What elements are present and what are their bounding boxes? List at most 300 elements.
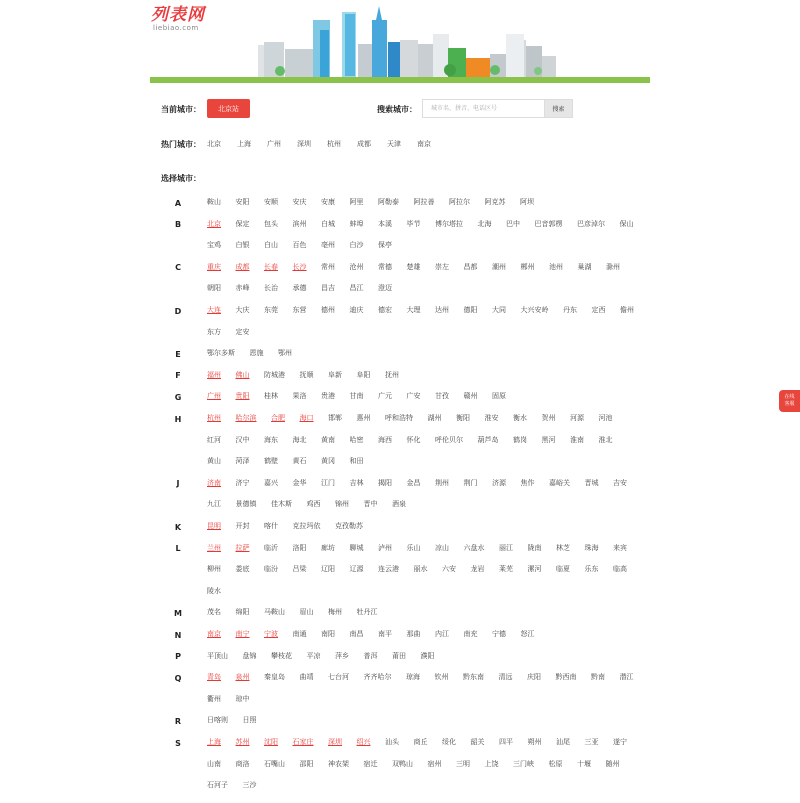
city-link[interactable]: 黔西南 [555,673,577,682]
city-link[interactable]: 巢湖 [577,262,592,271]
city-link[interactable]: 拉萨 [235,543,250,552]
city-link[interactable]: 莱芜 [499,565,513,574]
city-link[interactable]: 普洱 [363,651,378,660]
city-link[interactable]: 聊城 [349,543,364,552]
city-link[interactable]: 佛山 [235,370,250,379]
city-link[interactable]: 广元 [378,392,392,401]
city-link[interactable]: 巴中 [506,219,520,228]
city-link[interactable]: 济源 [492,478,506,487]
city-link[interactable]: 克孜勒苏 [335,522,363,530]
city-link[interactable]: 上海 [207,738,221,746]
city-link[interactable]: 乐东 [584,565,599,574]
index-letter: F [175,371,181,381]
city-link[interactable]: 南阳 [321,630,335,638]
city-link[interactable]: 大庆 [235,306,250,314]
city-link[interactable]: 喀什 [264,522,278,530]
city-link[interactable]: 惠州 [356,414,371,422]
city-link[interactable]: 那曲 [406,630,421,638]
city-link[interactable]: 阜阳 [356,370,371,379]
city-link[interactable]: 石嘴山 [264,759,285,768]
city-link[interactable]: 东莞 [264,306,278,314]
city-link[interactable]: 江门 [321,478,335,487]
city-link[interactable]: 上饶 [484,759,499,768]
city-link[interactable]: 赣州 [463,392,478,401]
city-link[interactable]: 青岛 [207,673,221,682]
index-letter: E [175,349,181,359]
city-link[interactable]: 衢州 [207,694,221,703]
city-row [207,673,637,695]
city-link[interactable]: 攀枝花 [271,651,292,660]
index-letter: J [176,479,180,489]
city-link[interactable]: 葫芦岛 [477,435,499,444]
city-link[interactable]: 抚顺 [299,370,314,379]
city-link[interactable]: 金昌 [406,478,421,487]
city-link[interactable]: 包头 [264,219,278,228]
city-link[interactable]: 临夏 [556,565,570,574]
hot-city-link[interactable]: 上海 [237,140,251,148]
city-link[interactable]: 红河 [207,435,221,444]
city-link[interactable]: 吉林 [349,478,364,487]
city-link[interactable]: 鹤岗 [513,435,527,444]
city-link[interactable]: 深圳 [328,738,342,746]
city-group [207,479,637,522]
city-link[interactable]: 平顶山 [207,651,228,660]
city-link[interactable]: 呼伦贝尔 [435,435,463,444]
city-row [207,479,637,501]
city-link[interactable]: 来宾 [613,543,627,552]
city-link[interactable]: 苏州 [235,738,250,746]
city-link[interactable]: 克拉玛依 [292,522,321,530]
city-link[interactable]: 绥化 [442,738,456,746]
city-link[interactable]: 蚌埠 [349,219,364,228]
city-link[interactable]: 黄冈 [321,457,335,466]
city-link[interactable]: 汕尾 [556,738,570,746]
city-link[interactable]: 陵水 [207,586,221,595]
city-link[interactable]: 临沂 [264,543,278,552]
hot-city-link[interactable]: 天津 [387,140,401,148]
city-group [207,263,637,306]
city-link[interactable]: 济南 [207,478,221,487]
index-letter: H [174,414,182,424]
city-link[interactable]: 焦作 [520,478,535,487]
city-link[interactable]: 宝鸡 [207,241,221,250]
city-link[interactable]: 廊坊 [321,543,335,552]
city-link[interactable]: 邵阳 [299,759,314,768]
city-link[interactable]: 黔南 [591,673,605,682]
city-link[interactable]: 广州 [207,392,221,401]
city-group [207,738,637,803]
city-link[interactable]: 亳州 [321,241,335,250]
city-link[interactable]: 郴州 [520,262,535,271]
city-link[interactable]: 牡丹江 [356,608,378,617]
city-link[interactable]: 德阳 [463,306,478,314]
city-link[interactable]: 湖州 [427,414,442,422]
city-link[interactable]: 安庆 [292,198,307,206]
city-link[interactable]: 金华 [292,478,307,487]
city-link[interactable]: 沧州 [349,262,364,271]
city-link[interactable]: 泸州 [378,543,392,552]
city-link[interactable]: 阿拉善 [413,198,435,206]
city-link[interactable]: 石河子 [207,781,228,790]
city-link[interactable]: 达州 [435,306,449,314]
current-city-button[interactable]: 北京站 [207,99,250,118]
city-link[interactable]: 汕头 [385,738,399,746]
city-link[interactable]: 甘孜 [435,392,449,401]
city-link[interactable]: 南宁 [235,630,250,638]
city-link[interactable]: 海北 [292,435,307,444]
city-link[interactable]: 黄山 [207,457,221,466]
city-link[interactable]: 大同 [492,306,506,314]
city-link[interactable]: 潜江 [619,673,634,682]
city-link[interactable]: 遂宁 [613,738,627,746]
city-link[interactable]: 丽水 [413,565,428,574]
city-link[interactable]: 嘉峪关 [549,478,570,487]
city-link[interactable]: 巴音郭楞 [534,219,563,228]
city-link[interactable]: 龙岩 [470,565,485,574]
city-link[interactable]: 杭州 [207,414,221,422]
city-link[interactable]: 临汾 [264,565,278,574]
city-link[interactable]: 荆州 [435,478,449,487]
city-link[interactable]: 定安 [235,327,250,336]
city-link[interactable]: 鸡西 [306,500,321,509]
city-link[interactable]: 长春 [264,262,278,271]
city-link[interactable]: 洛阳 [292,543,307,552]
index-letter: L [175,544,181,554]
city-link[interactable]: 和田 [349,457,364,466]
city-link[interactable]: 安顺 [264,198,278,206]
city-link[interactable]: 河源 [570,414,584,422]
city-link[interactable]: 兰州 [207,543,221,552]
city-row [207,241,637,263]
city-link[interactable]: 朔州 [527,738,542,746]
city-link[interactable]: 济宁 [235,478,250,487]
city-link[interactable]: 临高 [613,565,627,574]
city-link[interactable]: 双鸭山 [392,759,413,768]
city-link[interactable]: 防城港 [264,370,285,379]
city-link[interactable]: 石家庄 [292,738,314,746]
city-link[interactable]: 阿克苏 [484,198,506,206]
city-link[interactable]: 怀化 [406,435,421,444]
city-link[interactable]: 白山 [264,241,278,250]
city-row [207,522,637,544]
city-link[interactable]: 保定 [235,219,250,228]
city-row [207,587,637,609]
city-row [207,263,637,285]
city-link[interactable]: 陇南 [527,543,542,552]
city-link[interactable]: 珠海 [584,543,599,552]
city-link[interactable]: 崇左 [435,262,449,271]
city-link[interactable]: 日照 [242,716,257,725]
city-skyline-illustration [150,0,652,86]
city-link[interactable]: 昌江 [349,284,364,293]
city-link[interactable]: 商丘 [413,738,428,746]
city-link[interactable]: 连云港 [378,565,399,574]
city-link[interactable]: 贵港 [321,392,335,401]
city-link[interactable]: 秦皇岛 [264,673,285,682]
city-link[interactable]: 吕梁 [292,565,307,574]
city-link[interactable]: 南昌 [349,630,364,638]
city-link[interactable]: 三明 [456,759,470,768]
city-link[interactable]: 阿勒泰 [378,198,399,206]
city-link[interactable]: 南通 [292,630,307,638]
city-link[interactable]: 平凉 [306,651,321,660]
city-link[interactable]: 哈尔滨 [235,414,257,422]
city-link[interactable]: 黔东南 [463,673,484,682]
city-link[interactable]: 萍乡 [335,651,349,660]
city-link[interactable]: 梅州 [328,608,342,617]
city-link[interactable]: 七台河 [328,673,349,682]
city-link[interactable]: 辽阳 [321,565,335,574]
search-input[interactable] [422,99,544,118]
city-row [207,414,637,436]
city-link[interactable]: 丽江 [499,543,513,552]
city-link[interactable]: 池州 [549,262,563,271]
index-letter: B [174,220,182,230]
city-link[interactable]: 吉安 [613,478,627,487]
city-link[interactable]: 景德镇 [235,500,257,509]
city-link[interactable]: 哈密 [349,435,364,444]
city-link[interactable]: 辽源 [349,565,364,574]
city-link[interactable]: 海西 [378,435,392,444]
city-link[interactable]: 博尔塔拉 [435,219,463,228]
city-link[interactable]: 宁德 [492,630,506,638]
city-link[interactable]: 濮阳 [420,651,435,660]
city-link[interactable]: 绍兴 [356,738,371,746]
city-link[interactable]: 海口 [299,414,314,422]
city-link[interactable]: 定西 [591,306,606,314]
city-link[interactable]: 淮安 [484,414,499,422]
city-link[interactable]: 曲靖 [299,673,314,682]
hot-city-link[interactable]: 广州 [267,140,281,148]
city-link[interactable]: 凉山 [435,543,449,552]
city-link[interactable]: 漯河 [527,565,542,574]
city-link[interactable]: 贵阳 [235,392,250,401]
city-link[interactable]: 琼海 [406,673,420,682]
city-link[interactable]: 重庆 [207,262,221,271]
city-link[interactable]: 阿里 [349,198,364,206]
city-link[interactable]: 鄂尔多斯 [207,349,235,358]
city-row [207,738,637,760]
city-link[interactable]: 常州 [321,262,335,271]
city-link[interactable]: 佳木斯 [271,500,292,509]
city-link[interactable]: 昌吉 [321,284,335,293]
city-link[interactable]: 淮北 [598,435,613,444]
city-link[interactable]: 琼中 [235,694,250,703]
city-link[interactable]: 贺州 [541,414,556,422]
city-link[interactable]: 盘锦 [242,651,257,660]
city-link[interactable]: 迪庆 [349,306,364,314]
city-link[interactable]: 娄底 [235,565,250,574]
city-link[interactable]: 宿迁 [363,759,378,768]
city-link[interactable]: 恩施 [249,349,264,358]
online-service-tab[interactable] [779,390,800,412]
city-link[interactable]: 六安 [442,565,456,574]
city-link[interactable]: 安阳 [235,198,250,206]
city-link[interactable]: 保亭 [378,241,392,250]
city-link[interactable]: 阜新 [328,370,342,379]
city-link[interactable]: 林芝 [556,543,570,552]
city-link[interactable]: 河池 [598,414,613,422]
city-link[interactable]: 宿州 [427,759,442,768]
city-link[interactable]: 澄迈 [378,284,392,293]
city-link[interactable]: 柳州 [207,565,221,574]
city-link[interactable]: 南平 [378,630,392,638]
city-link[interactable]: 固原 [492,392,506,401]
city-link[interactable]: 鄂州 [278,349,292,358]
search-button[interactable]: 搜索 [544,99,573,118]
city-link[interactable]: 松原 [548,759,563,768]
city-link[interactable]: 海东 [264,435,278,444]
city-link[interactable]: 南京 [207,630,221,638]
city-link[interactable]: 商洛 [235,759,250,768]
city-link[interactable]: 大连 [207,306,221,314]
city-link[interactable]: 大兴安岭 [520,306,549,314]
hot-city-link[interactable]: 杭州 [327,140,341,148]
city-link[interactable]: 乐山 [406,543,421,552]
city-link[interactable]: 楚雄 [406,262,421,271]
city-link[interactable]: 抚州 [385,370,399,379]
hot-city-link[interactable]: 成都 [357,140,371,148]
city-link[interactable]: 酒泉 [392,500,406,509]
city-link[interactable]: 鹤壁 [264,457,278,466]
city-link[interactable]: 邯郸 [328,414,342,422]
city-row [207,695,637,717]
city-link[interactable]: 汉中 [235,435,250,444]
city-link[interactable]: 百色 [292,241,307,250]
city-link[interactable]: 广安 [406,392,421,401]
city-link[interactable]: 九江 [207,500,221,509]
city-link[interactable]: 三亚 [584,738,599,746]
city-link[interactable]: 黄南 [321,435,335,444]
city-link[interactable]: 莆田 [392,651,406,660]
hot-city-link[interactable]: 北京 [207,140,221,148]
city-link[interactable]: 怒江 [520,630,535,638]
city-link[interactable]: 合肥 [271,414,285,422]
city-link[interactable]: 德州 [321,306,335,314]
city-link[interactable]: 四平 [499,738,513,746]
city-link[interactable]: 清远 [498,673,513,682]
city-link[interactable]: 毕节 [406,219,421,228]
city-link[interactable]: 白城 [321,219,335,228]
city-link[interactable]: 阿拉尔 [449,198,470,206]
city-link[interactable]: 齐齐哈尔 [363,673,392,682]
city-row [207,544,637,566]
index-letter: N [174,630,182,640]
city-link[interactable]: 开封 [235,522,250,530]
city-link[interactable]: 三门峡 [513,759,534,768]
city-link[interactable]: 衡水 [513,414,527,422]
city-link[interactable]: 南充 [463,630,478,638]
city-link[interactable]: 衡阳 [456,414,470,422]
city-link[interactable]: 本溪 [378,219,392,228]
city-link[interactable]: 六盘水 [463,543,485,552]
hot-city-link[interactable]: 南京 [417,140,431,148]
city-link[interactable]: 泉州 [235,673,250,682]
city-link[interactable]: 宁波 [264,630,278,638]
city-link[interactable]: 赤峰 [235,284,250,293]
city-link[interactable]: 保山 [619,219,634,228]
city-link[interactable]: 北海 [477,219,492,228]
city-link[interactable]: 大理 [406,306,421,314]
city-link[interactable]: 晋中 [363,500,378,509]
city-link[interactable]: 内江 [435,630,449,638]
city-link[interactable]: 鞍山 [207,198,221,206]
city-group [207,220,637,263]
city-link[interactable]: 钦州 [434,673,449,682]
city-link[interactable]: 白银 [235,241,250,250]
index-letter: R [174,716,182,726]
city-link[interactable]: 长治 [264,284,278,293]
city-link[interactable]: 沈阳 [264,738,278,746]
city-link[interactable]: 韶关 [470,738,485,746]
city-link[interactable]: 成都 [235,262,250,271]
city-link[interactable]: 常德 [378,262,392,271]
city-row [207,652,637,674]
city-link[interactable]: 茂名 [207,608,221,617]
city-link[interactable]: 东方 [207,327,221,336]
city-link[interactable]: 神农架 [328,759,349,768]
city-link[interactable]: 庆阳 [527,673,541,682]
city-row [207,198,637,220]
city-link[interactable]: 德宏 [378,306,392,314]
city-link[interactable]: 果洛 [292,392,307,401]
city-link[interactable]: 桂林 [264,392,278,401]
city-group [207,522,637,544]
city-link[interactable]: 昌都 [463,262,478,271]
city-link[interactable]: 呼和浩特 [385,414,413,422]
city-link[interactable]: 揭阳 [378,478,392,487]
city-link[interactable]: 荆门 [463,478,478,487]
city-link[interactable]: 滁州 [606,262,620,271]
city-link[interactable]: 潮州 [492,262,506,271]
city-link[interactable]: 承德 [292,284,307,293]
city-link[interactable]: 十堰 [577,759,591,768]
city-link[interactable]: 眉山 [299,608,314,617]
city-link[interactable]: 安康 [321,198,335,206]
city-link[interactable]: 菏泽 [235,457,250,466]
city-link[interactable]: 北京 [207,219,221,228]
city-link[interactable]: 阿坝 [520,198,534,206]
city-link[interactable]: 锦州 [335,500,349,509]
city-link[interactable]: 三沙 [242,781,257,790]
city-link[interactable]: 黑河 [541,435,556,444]
city-link[interactable]: 儋州 [620,306,634,314]
city-link[interactable]: 昆明 [207,522,221,530]
city-row [207,220,637,242]
city-link[interactable]: 日喀则 [207,716,228,725]
city-link[interactable]: 东营 [292,306,307,314]
city-link[interactable]: 黄石 [292,457,307,466]
city-link[interactable]: 福州 [207,370,221,379]
city-link[interactable]: 丹东 [563,306,577,314]
city-link[interactable]: 甘南 [349,392,364,401]
city-link[interactable]: 长沙 [292,262,307,271]
index-letter: M [174,608,182,618]
city-link[interactable]: 马鞍山 [264,608,285,617]
city-link[interactable]: 白沙 [349,241,364,250]
city-link[interactable]: 巴彦淖尔 [577,219,605,228]
city-link[interactable]: 嘉兴 [264,478,278,487]
city-link[interactable]: 山南 [207,759,221,768]
city-link[interactable]: 绵阳 [235,608,250,617]
city-link[interactable]: 淮南 [570,435,584,444]
city-link[interactable]: 晋城 [584,478,599,487]
city-link[interactable]: 朝阳 [207,284,221,293]
city-link[interactable]: 滨州 [292,219,307,228]
hot-city-link[interactable]: 深圳 [297,140,311,148]
city-group [207,306,637,349]
city-link[interactable]: 随州 [605,759,620,768]
